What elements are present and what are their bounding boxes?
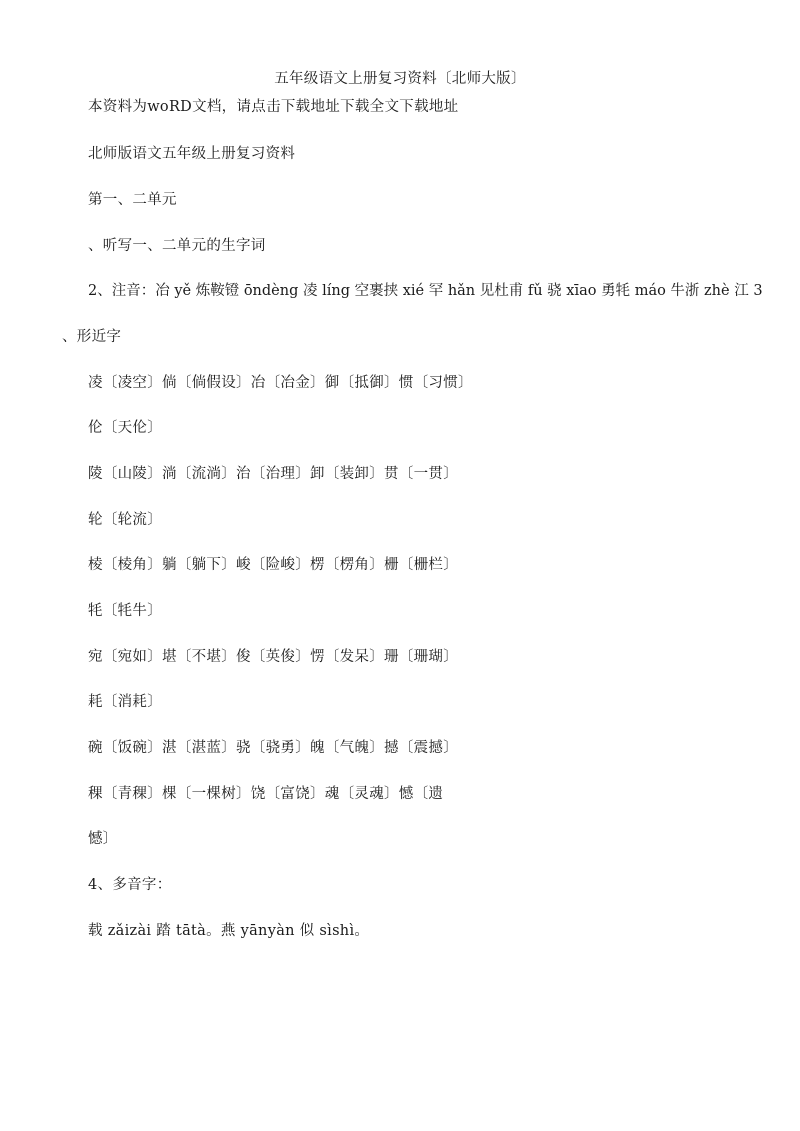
polyphone-line: 载 zǎizài 踏 tātà。燕 yānyàn 似 sìshì。	[88, 923, 370, 939]
char-row: 伦〔天伦〕	[88, 420, 162, 436]
intro-line: 本资料为woRD文档，请点击下载地址下载全文下载地址	[88, 99, 459, 115]
section-item-3: 、形近字	[62, 329, 122, 345]
char-row: 憾〕	[88, 831, 118, 847]
char-row: 稞〔青稞〕棵〔一棵树〕饶〔富饶〕魂〔灵魂〕憾〔遗	[88, 786, 444, 802]
char-row: 陵〔山陵〕淌〔流淌〕治〔治理〕卸〔装卸〕贯〔一贯〕	[88, 466, 458, 482]
char-row: 凌〔凌空〕倘〔倘假设〕冶〔冶金〕御〔抵御〕惯〔习惯〕	[88, 375, 473, 391]
char-row: 棱〔棱角〕躺〔躺下〕峻〔险峻〕楞〔楞角〕栅〔栅栏〕	[88, 557, 458, 573]
char-row: 宛〔宛如〕堪〔不堪〕俊〔英俊〕愣〔发呆〕珊〔珊瑚〕	[88, 649, 458, 665]
section-item-1: 、听写一、二单元的生字词	[88, 238, 266, 254]
char-row: 碗〔饭碗〕湛〔湛蓝〕骁〔骁勇〕魄〔气魄〕撼〔震撼〕	[88, 740, 458, 756]
section-heading: 第一、二单元	[88, 192, 177, 208]
char-row: 轮〔轮流〕	[88, 512, 162, 528]
subtitle-line: 北师版语文五年级上册复习资料	[88, 146, 296, 162]
char-row: 牦〔牦牛〕	[88, 603, 162, 619]
section-item-2: 2、注音：冶 yě 炼鞍镫 ōndèng 凌 líng 空裹挟 xié 罕 hǎn 见杜甫 fǔ 骁 xīao 勇牦 máo 牛浙 zhè 江 3	[88, 283, 763, 299]
char-row: 耗〔消耗〕	[88, 694, 162, 710]
document-title: 五年级语文上册复习资料〔北师大版〕	[274, 71, 526, 87]
polyphone-heading: 4、多音字：	[88, 877, 172, 893]
